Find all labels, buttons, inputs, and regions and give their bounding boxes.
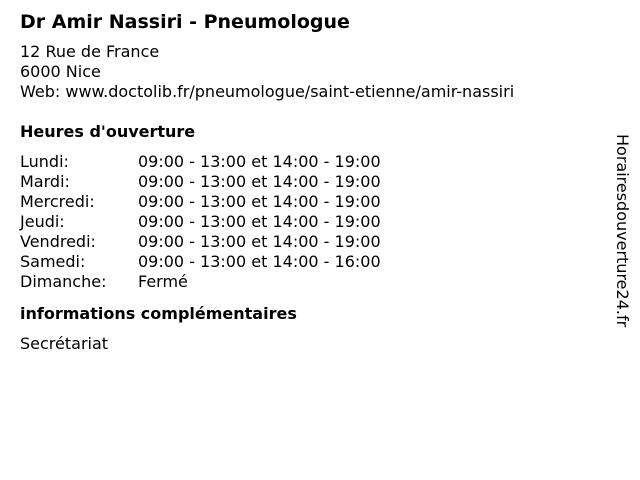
day-label: Jeudi: [20,212,65,231]
hours-row-sunday [20,272,381,292]
opening-hours-heading: Heures d'ouverture [20,122,196,141]
additional-info-heading: informations complémentaires [20,304,297,323]
day-label: Lundi: [20,152,69,171]
day-label: Vendredi: [20,232,96,251]
address-block [20,42,600,102]
day-label: Dimanche: [20,272,107,291]
additional-info-text: Secrétariat [20,334,109,353]
hours-row-monday [20,152,381,172]
day-hours: 09:00 - 13:00 et 14:00 - 19:00 [138,232,381,251]
day-hours: Fermé [138,272,188,291]
side-brand-watermark: Horairesdouverture24.fr [613,134,632,328]
hours-row-tuesday [20,172,381,192]
day-label: Samedi: [20,252,86,271]
hours-row-wednesday [20,192,381,212]
day-hours: 09:00 - 13:00 et 14:00 - 19:00 [138,152,381,171]
hours-row-saturday [20,252,381,272]
day-hours: 09:00 - 13:00 et 14:00 - 19:00 [138,212,381,231]
street-address: 12 Rue de France [20,42,160,61]
page-title: Dr Amir Nassiri - Pneumologue [20,11,350,33]
city-postcode: 6000 Nice [20,62,101,81]
opening-hours-table [20,152,381,292]
day-hours: 09:00 - 13:00 et 14:00 - 19:00 [138,172,381,191]
website-link[interactable]: Web: www.doctolib.fr/pneumologue/saint-etienne/amir-nassiri [20,82,515,101]
day-label: Mardi: [20,172,70,191]
day-hours: 09:00 - 13:00 et 14:00 - 19:00 [138,192,381,211]
hours-row-friday [20,232,381,252]
business-listing [20,10,600,354]
day-label: Mercredi: [20,192,95,211]
hours-row-thursday [20,212,381,232]
day-hours: 09:00 - 13:00 et 14:00 - 16:00 [138,252,381,271]
